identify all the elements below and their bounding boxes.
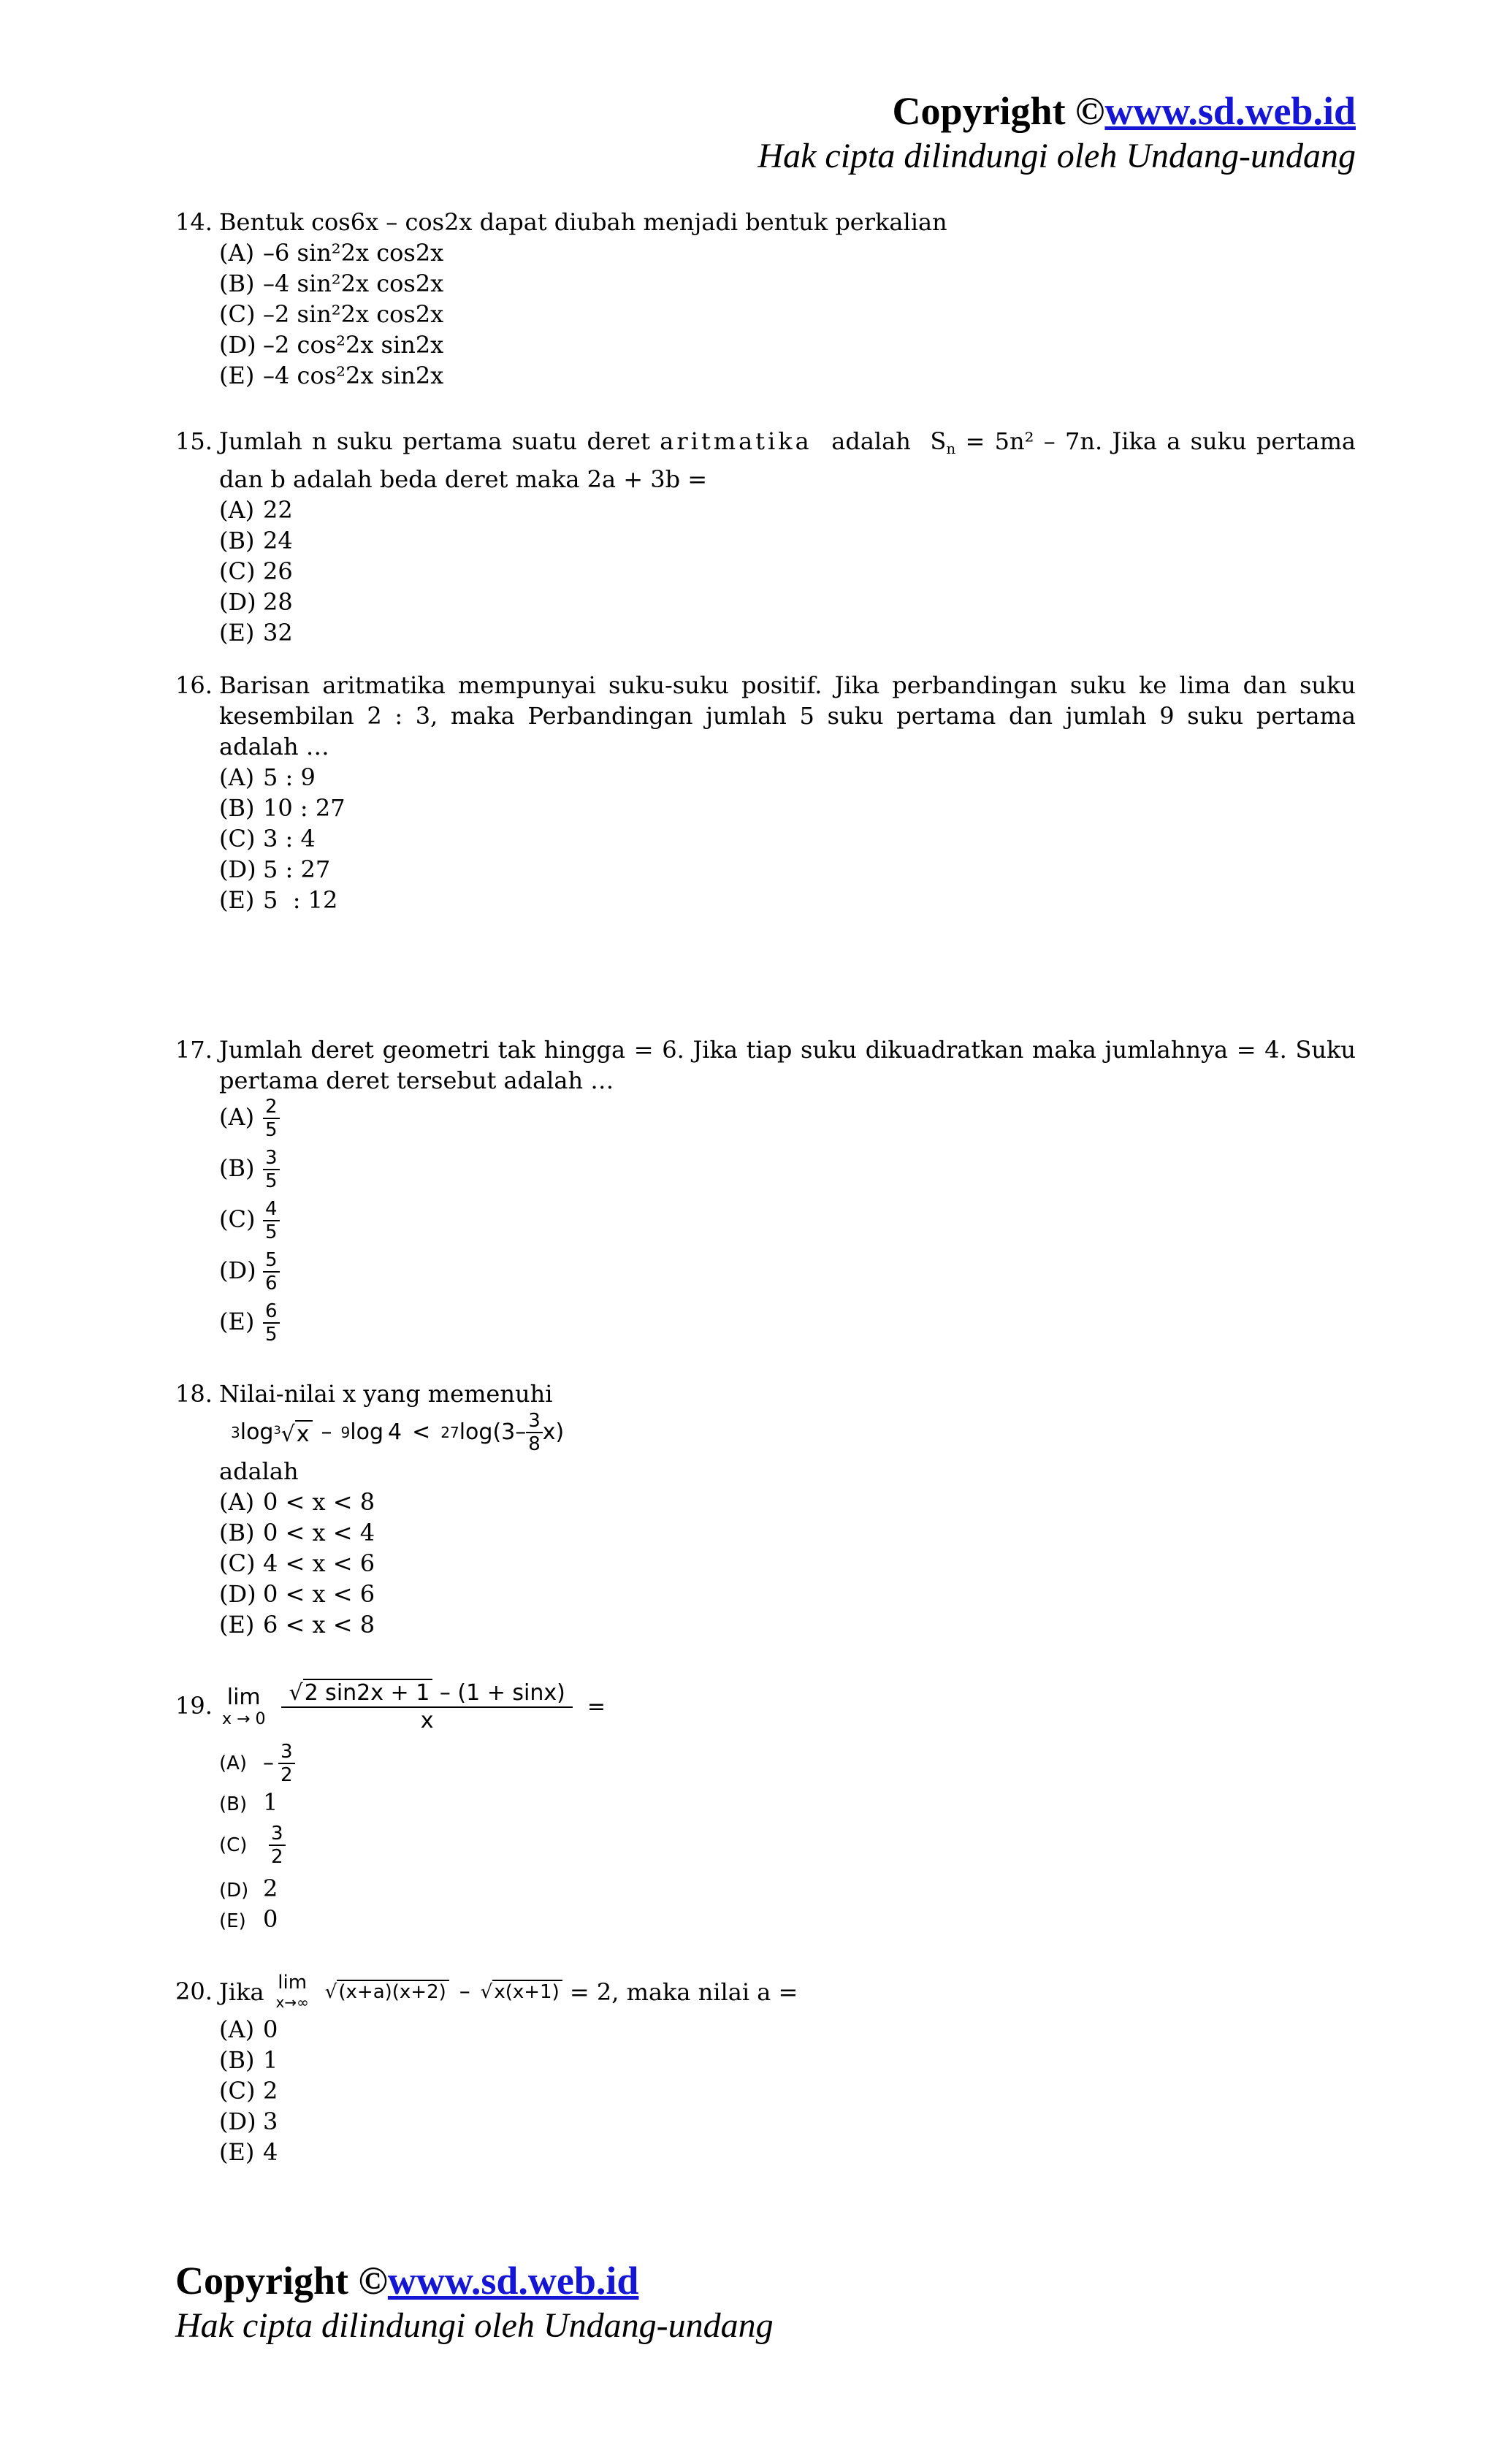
fraction: $\frac{4}{5}$	[263, 1198, 280, 1243]
option-d: (D) 5 : 27	[219, 855, 331, 883]
option-b: (B) –4 sin²2x cos2x	[219, 270, 444, 297]
option-d: (D) 3	[219, 2108, 278, 2135]
option-a: (A) 0 < x < 8	[219, 1488, 375, 1516]
option-c: (C) –2 sin²2x cos2x	[219, 300, 444, 328]
cube-root: $^3$√x	[273, 1415, 312, 1450]
question-number: 20.	[175, 1977, 213, 2005]
fraction: 3 2	[278, 1741, 295, 1786]
option-d: (D) 2	[219, 1874, 278, 1902]
option-b: (B) 1	[219, 2046, 278, 2074]
question-16	[175, 670, 1356, 915]
option-c: (C) 3 : 4	[219, 825, 316, 853]
page-header	[757, 88, 1356, 178]
copyright-label: Copyright ©	[892, 89, 1105, 133]
header-copyright	[757, 88, 1356, 134]
fraction: $\frac{5}{6}$	[263, 1249, 280, 1294]
option-d: (D) 28	[219, 588, 293, 616]
option-e: (E) 6 < x < 8	[219, 1611, 375, 1639]
question-19	[175, 1674, 1356, 1934]
footer-tagline: Hak cipta dilindungi oleh Undang-undang	[175, 2306, 774, 2345]
option-a: (A) 22	[219, 496, 293, 524]
question-stem-after: adalah	[219, 1457, 299, 1485]
option-a: (A) 0	[219, 2015, 278, 2043]
option-e: (E) $\frac{6}{5}$	[219, 1300, 1356, 1351]
question-stem: Barisan aritmatika mempunyai suku-suku positif. Jika perbandingan suku ke lima dan suku kesembilan 2 : 3, maka Perbandingan jumlah 5 suku pertama dan jumlah 9 suku pertama adalah …	[219, 671, 1356, 760]
question-number: 18.	[175, 1380, 213, 1408]
question-number: 17.	[175, 1036, 213, 1064]
footer-site-link[interactable]: www.sd.web.id	[387, 2259, 639, 2303]
limit-fraction: $\frac{√2 \sin 2x + 1 - (1 + \sin x)}{x}$	[281, 1680, 572, 1734]
fraction: 3 8	[526, 1410, 543, 1455]
option-a: (A) –6 sin²2x cos2x	[219, 239, 444, 267]
question-17	[175, 1034, 1356, 1351]
fraction: $\frac{2}{5}$	[263, 1096, 280, 1141]
option-a: (A) $\frac{2}{5}$	[219, 1096, 1356, 1147]
limit: lim x → 0	[222, 1685, 266, 1728]
option-a: (A) 5 : 9	[219, 763, 316, 791]
option-c: (C) 3 2	[219, 1818, 1356, 1873]
limit-expression: lim x → 0 $\frac{√2 \sin 2x + 1 - (1 + \sin x)}{x}$ =	[222, 1680, 606, 1733]
option-c: (C) 2	[219, 2077, 278, 2105]
question-number: 14.	[175, 208, 213, 236]
header-site-link[interactable]: www.sd.web.id	[1104, 89, 1356, 133]
question-stem: Nilai-nilai x yang memenuhi	[219, 1380, 553, 1408]
header-tagline: Hak cipta dilindungi oleh Undang-undang	[757, 137, 1356, 175]
question-18	[175, 1378, 1356, 1640]
option-b: (B) 24	[219, 527, 293, 554]
footer-copyright	[175, 2257, 774, 2304]
limit: lim x→∞	[275, 1972, 309, 2011]
option-c: (C) $\frac{4}{5}$	[219, 1198, 1356, 1249]
option-d: (D) –2 cos²2x sin2x	[219, 331, 444, 359]
copyright-label: Copyright ©	[175, 2259, 388, 2303]
question-number: 19.	[175, 1692, 213, 1720]
fraction: 3 2	[269, 1823, 286, 1868]
square-root: √(x+a)(x+2)	[325, 1977, 449, 2007]
option-b: (B) 1	[219, 1788, 278, 1816]
option-e: (E) 5 : 12	[219, 886, 338, 914]
log-inequality: 3 log $^3$√x – 9 log 4 < 27 log (3– 3 8 x)	[231, 1410, 565, 1455]
question-stem: Jumlah deret geometri tak hingga = 6. Jika tiap suku dikuadratkan maka jumlahnya = 4. Suku pertama deret tersebut adalah …	[219, 1036, 1356, 1094]
option-e: (E) 32	[219, 619, 293, 646]
option-b: (B) $\frac{3}{5}$	[219, 1147, 1356, 1198]
option-c: (C) 26	[219, 557, 293, 585]
fraction: $\frac{6}{5}$	[263, 1300, 280, 1346]
option-d: (D) 0 < x < 6	[219, 1580, 375, 1608]
page-footer	[175, 2257, 774, 2348]
question-15	[175, 426, 1356, 648]
question-20	[175, 1970, 1356, 2167]
question-stem: Jumlah n suku pertama suatu deret aritmatika adalah $S_n = 5n^2 - 7n$. Jika a suku pertama dan b adalah beda deret maka 2a + 3b =	[219, 427, 1356, 493]
question-number: 15.	[175, 427, 213, 455]
option-a: (A) – 3 2	[219, 1740, 1356, 1787]
option-b: (B) 10 : 27	[219, 794, 346, 822]
question-stem: Bentuk cos6x – cos2x dapat diubah menjadi bentuk perkalian	[219, 208, 947, 236]
option-d: (D) $\frac{5}{6}$	[219, 1249, 1356, 1300]
option-b: (B) 0 < x < 4	[219, 1519, 375, 1546]
option-e: (E) –4 cos²2x sin2x	[219, 362, 444, 389]
question-stem: Jika lim x→∞ √(x+a)(x+2) – √x(x+1) = 2, maka nilai a =	[219, 1972, 798, 2011]
question-number: 16.	[175, 671, 213, 699]
fraction: $\frac{3}{5}$	[263, 1147, 280, 1192]
option-c: (C) 4 < x < 6	[219, 1549, 375, 1577]
option-e: (E) 0	[219, 1905, 278, 1933]
question-14	[175, 207, 1356, 391]
square-root: √x(x+1)	[481, 1977, 562, 2007]
square-root: √2 sin2x + 1	[289, 1680, 432, 1706]
option-e: (E) 4	[219, 2138, 278, 2166]
